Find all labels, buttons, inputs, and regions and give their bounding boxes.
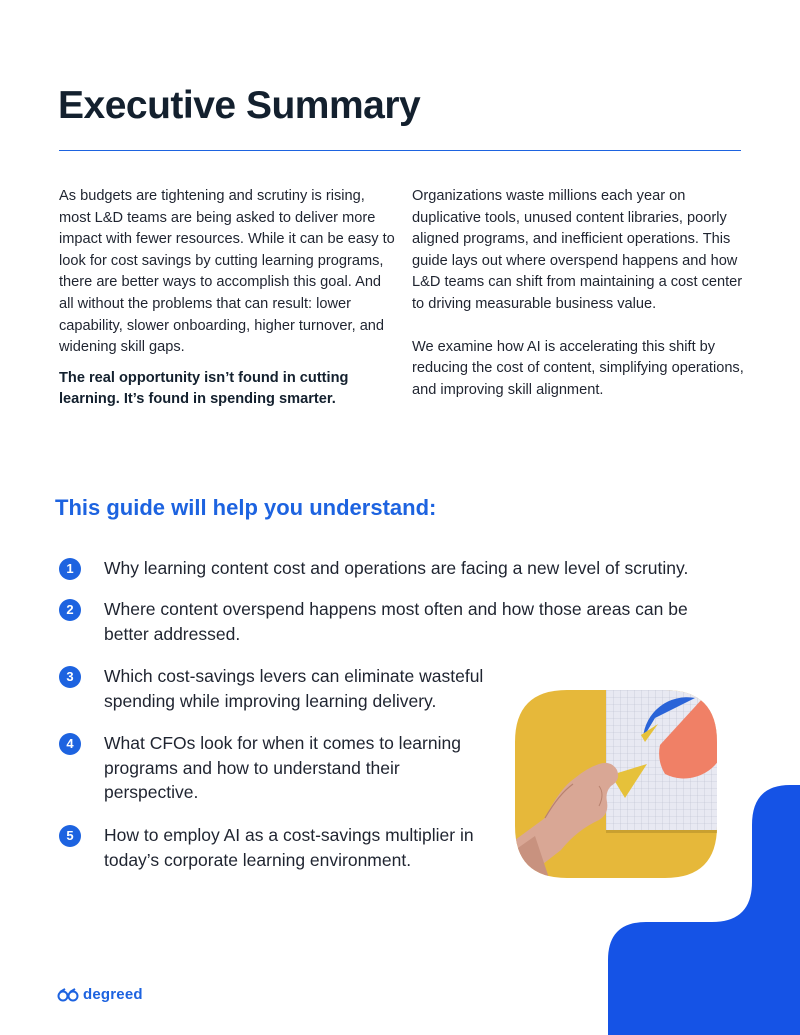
- guide-item-text: Why learning content cost and operations are facing a new level of scrutiny.: [104, 558, 689, 578]
- logo-wordmark: degreed: [83, 986, 143, 1003]
- title-divider: [59, 150, 741, 151]
- degreed-logo: [57, 986, 143, 1003]
- page-title: Executive Summary: [58, 84, 421, 127]
- intro-left-column: [59, 186, 399, 411]
- guide-item-text: How to employ AI as a cost-savings multiplier in today’s corporate learning environment.: [104, 825, 474, 870]
- intro-right-column: [412, 186, 747, 401]
- intro-lede: The real opportunity isn’t found in cutting learning. It’s found in spending smarter.: [59, 369, 349, 408]
- number-badge: 3: [59, 666, 81, 688]
- pie-chart-photo: [515, 690, 717, 878]
- number-badge: 5: [59, 825, 81, 847]
- guide-heading: This guide will help you understand:: [55, 495, 437, 520]
- guide-item-text: What CFOs look for when it comes to learning programs and how to understand their perspective.: [104, 733, 461, 802]
- number-badge: 1: [59, 558, 81, 580]
- ai-paragraph: We examine how AI is accelerating this shift by reducing the cost of content, simplifying operations, and improving skill alignment.: [412, 338, 744, 398]
- number-badge: 4: [59, 733, 81, 755]
- number-badge: 2: [59, 599, 81, 621]
- guide-item-text: Where content overspend happens most often and how those areas can be better addressed.: [104, 599, 688, 644]
- overspend-paragraph: Organizations waste millions each year on duplicative tools, unused content libraries, poorly aligned programs, and inefficient operations. This guide lays out where overspend happens and how L&D teams can shift from maintaining a cost center to driving measurable business value.: [412, 188, 743, 312]
- glasses-logo-icon: [57, 988, 79, 1002]
- guide-item-text: Which cost-savings levers can eliminate wasteful spending while improving learning delivery.: [104, 666, 484, 711]
- intro-paragraph: As budgets are tightening and scrutiny is rising, most L&D teams are being asked to deliver more impact with fewer resources. While it can be easy to look for cost savings by cutting learning programs, there are better ways to accomplish this goal. And all without the problems that can result: lower capability, slower onboarding, higher turnover, and widening skill gaps.: [59, 188, 395, 356]
